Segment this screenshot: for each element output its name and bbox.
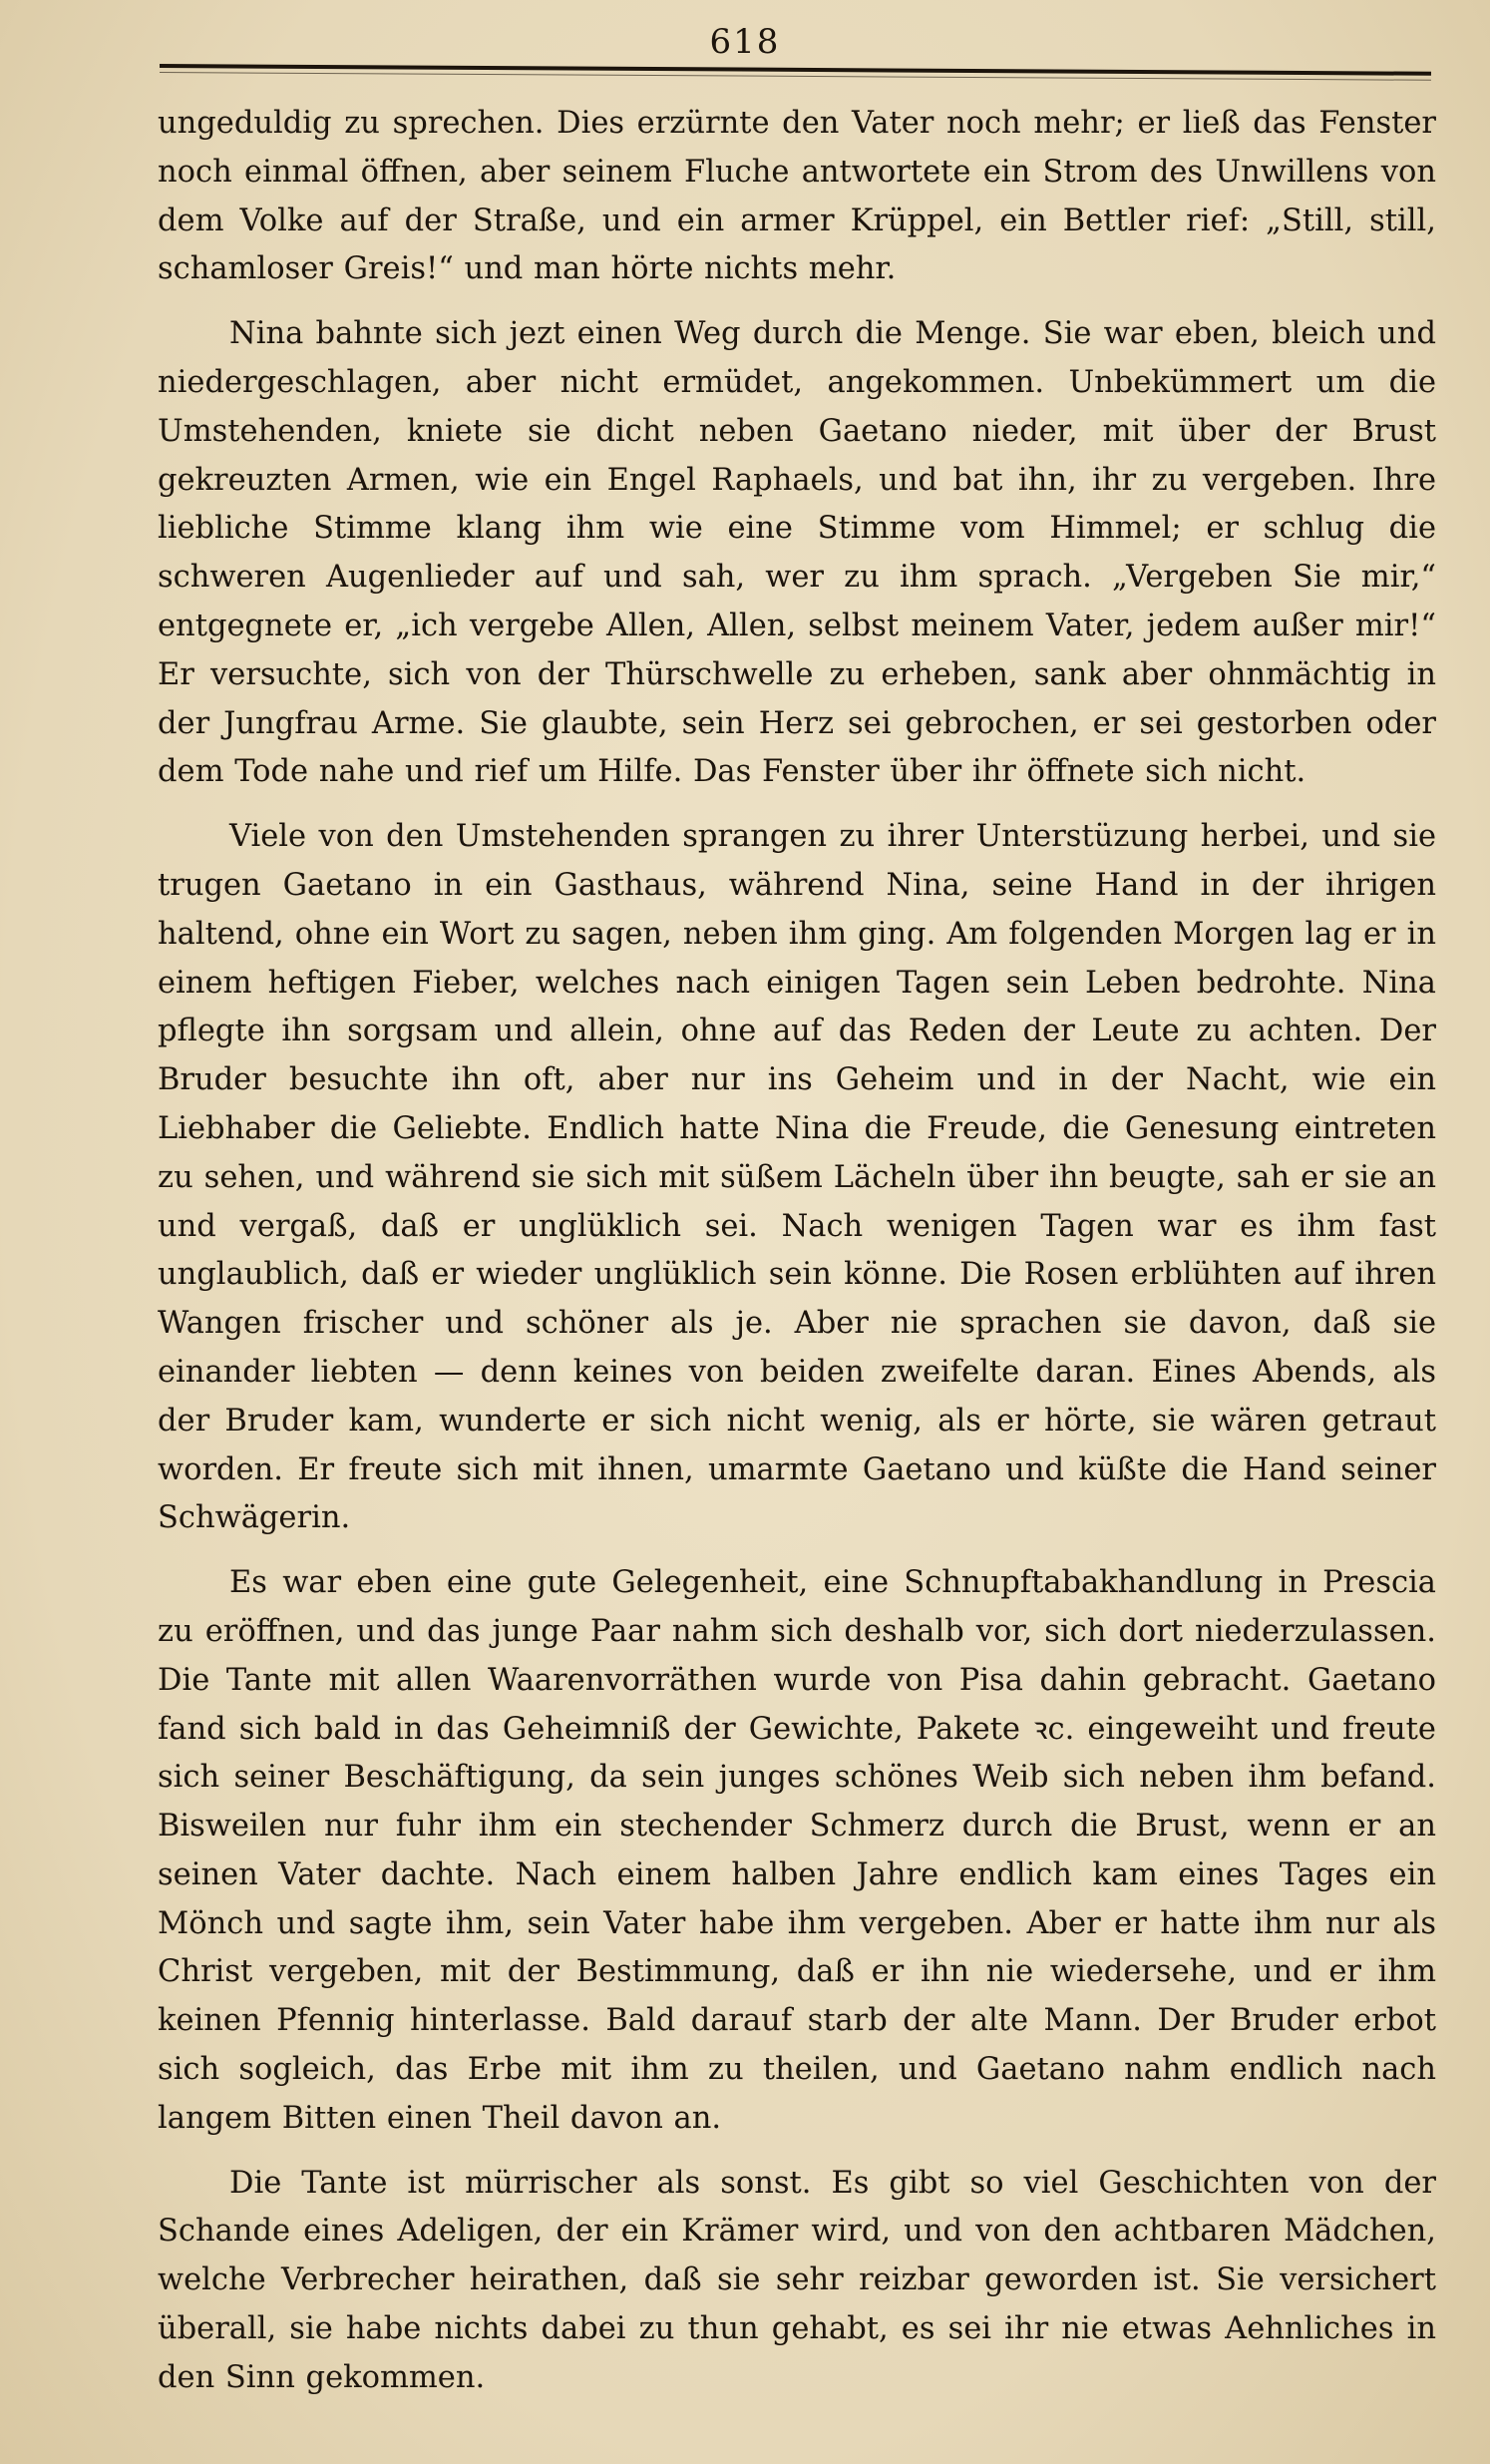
paragraph: ungeduldig zu sprechen. Dies erzürnte den Vater noch mehr; er ließ das Fenster noch einmal öffnen, aber seinem Fluche antwortete ein Strom des Unwillens von dem Volke auf der Straße, und ein armer Krüppel, ein Bettler rief: „Still, still, schamloser Greis!“ und man hörte nichts mehr. [158,106,1436,287]
page-number: 618 [709,22,781,62]
paragraph: Die Tante ist mürrischer als sonst. Es gibt so viel Geschichten von der Schande eines Adeligen, der ein Krämer wird, und von den achtbaren Mädchen, welche Verbrecher heirathen, daß sie sehr reizbar geworden ist. Sie versichert überall, sie habe nichts dabei zu thun gehabt, es sei ihr nie etwas Aehnliches in den Sinn gekommen. [158,2165,1436,2395]
paragraph: Es war eben eine gute Gelegenheit, eine Schnupftabakhandlung in Prescia zu eröffnen, und das junge Paar nahm sich deshalb vor, sich dort niederzulassen. Die Tante mit allen Waarenvorräthen wurde von Pisa dahin gebracht. Gaetano fand sich bald in das Geheimniß der Gewichte, Pakete ꝛc. eingeweiht und freute sich seiner Beschäftigung, da sein junges schönes Weib sich neben ihm befand. Bisweilen nur fuhr ihm ein stechender Schmerz durch die Brust, wenn er an seinen Vater dachte. Nach einem halben Jahre endlich kam eines Tages ein Mönch und sagte ihm, sein Vater habe ihm vergeben. Aber er hatte ihm nur als Christ vergeben, mit der Bestimmung, daß er ihn nie wiedersehe, und er ihm keinen Pfennig hinterlasse. Bald darauf starb der alte Mann. Der Bruder erbot sich sogleich, das Erbe mit ihm zu theilen, und Gaetano nahm endlich nach langem Bitten einen Theil davon an. [158,1565,1436,2136]
paragraph: Nina bahnte sich jezt einen Weg durch die Menge. Sie war eben, bleich und niedergeschlagen, aber nicht ermüdet, angekommen. Unbekümmert um die Umstehenden, kniete sie dicht neben Gaetano nieder, mit über der Brust gekreuzten Armen, wie ein Engel Raphaels, und bat ihn, ihr zu vergeben. Ihre liebliche Stimme klang ihm wie eine Stimme vom Himmel; er schlug die schweren Augenlieder auf und sah, wer zu ihm sprach. „Vergeben Sie mir,“ entgegnete er, „ich vergebe Allen, Allen, selbst meinem Vater, jedem außer mir!“ Er versuchte, sich von der Thürschwelle zu erheben, sank aber ohnmächtig in der Jungfrau Arme. Sie glaubte, sein Herz sei gebrochen, er sei gestorben oder dem Tode nahe und rief um Hilfe. Das Fenster über ihr öffnete sich nicht. [158,316,1436,790]
paragraph: Viele von den Umstehenden sprangen zu ihrer Unterstüzung herbei, und sie trugen Gaetano in ein Gasthaus, während Nina, seine Hand in der ihrigen haltend, ohne ein Wort zu sagen, neben ihm ging. Am folgenden Morgen lag er in einem heftigen Fieber, welches nach einigen Tagen sein Leben bedrohte. Nina pflegte ihn sorgsam und allein, ohne auf das Reden der Leute zu achten. Der Bruder besuchte ihn oft, aber nur ins Geheim und in der Nacht, wie ein Liebhaber die Geliebte. Endlich hatte Nina die Freude, die Genesung eintreten zu sehen, und während sie sich mit süßem Lächeln über ihn beugte, sah er sie an und vergaß, daß er unglüklich sei. Nach wenigen Tagen war es ihm fast unglaublich, daß er wieder unglüklich sein könne. Die Rosen erblühten auf ihren Wangen frischer und schöner als je. Aber nie sprachen sie davon, daß sie einander liebten — denn keines von beiden zweifelte daran. Eines Abends, als der Bruder kam, wunderte er sich nicht wenig, als er hörte, sie wären getraut worden. Er freute sich mit ihnen, umarmte Gaetano und küßte die Hand seiner Schwägerin. [158,819,1436,1536]
body-text [158,100,1436,2419]
